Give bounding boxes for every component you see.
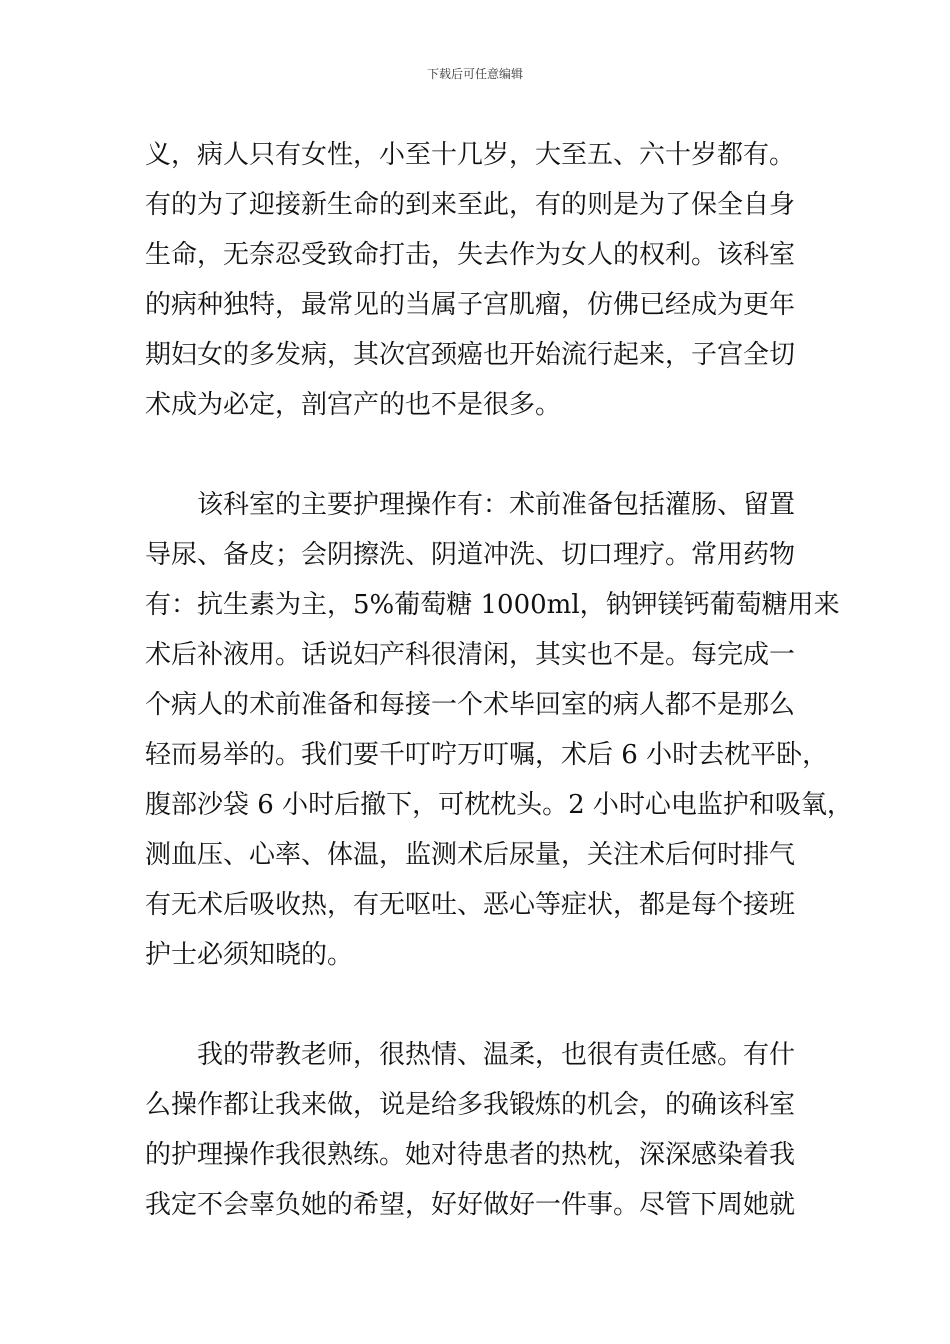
- paragraph-spacer: [145, 430, 810, 480]
- paragraph-1: [145, 130, 810, 430]
- document-body: [145, 130, 853, 1230]
- text-line: 术成为必定，剖宫产的也不是很多。: [145, 390, 562, 420]
- page-header: 下载后可任意编辑: [426, 67, 523, 81]
- text-line: 术后补液用。话说妇产科很清闲，其实也不是。每完成一: [145, 640, 796, 670]
- text-line: 我定不会辜负她的希望，好好做好一件事。尽管下周她就: [145, 1190, 796, 1220]
- text-line: 腹部沙袋 6 小时后撤下，可枕枕头。2 小时心电监护和吸氧，: [145, 790, 853, 820]
- text-line: 的护理操作我很熟练。她对待患者的热枕，深深感染着我: [145, 1140, 796, 1170]
- text-line: 有的为了迎接新生命的到来至此，有的则是为了保全自身: [145, 190, 796, 220]
- text-line: 有：抗生素为主，5%葡萄糖 1000ml，钠钾镁钙葡萄糖用来: [145, 590, 840, 620]
- paragraph-3: [145, 1030, 810, 1230]
- text-line: 护士必须知晓的。: [145, 940, 354, 970]
- text-line: 的病种独特，最常见的当属子宫肌瘤，仿佛已经成为更年: [145, 290, 796, 320]
- text-line: 导尿、备皮；会阴擦洗、阴道冲洗、切口理疗。常用药物: [145, 540, 796, 570]
- text-line: 该科室的主要护理操作有：术前准备包括灌肠、留置: [197, 490, 796, 520]
- paragraph-2: [145, 480, 853, 980]
- text-line: 测血压、心率、体温，监测术后尿量，关注术后何时排气: [145, 840, 796, 870]
- text-line: 有无术后吸收热，有无呕吐、恶心等症状，都是每个接班: [145, 890, 796, 920]
- text-line: 个病人的术前准备和每接一个术毕回室的病人都不是那么: [145, 690, 796, 720]
- text-line: 生命，无奈忍受致命打击，失去作为女人的权利。该科室: [145, 240, 796, 270]
- text-line: 义，病人只有女性，小至十几岁，大至五、六十岁都有。: [145, 140, 796, 170]
- text-line: 期妇女的多发病，其次宫颈癌也开始流行起来，子宫全切: [145, 340, 796, 370]
- text-line: 轻而易举的。我们要千叮咛万叮嘱，术后 6 小时去枕平卧，: [145, 740, 829, 770]
- text-line: 么操作都让我来做，说是给多我锻炼的机会，的确该科室: [145, 1090, 796, 1120]
- text-line: 我的带教老师，很热情、温柔，也很有责任感。有什: [197, 1040, 796, 1070]
- paragraph-spacer: [145, 980, 810, 1030]
